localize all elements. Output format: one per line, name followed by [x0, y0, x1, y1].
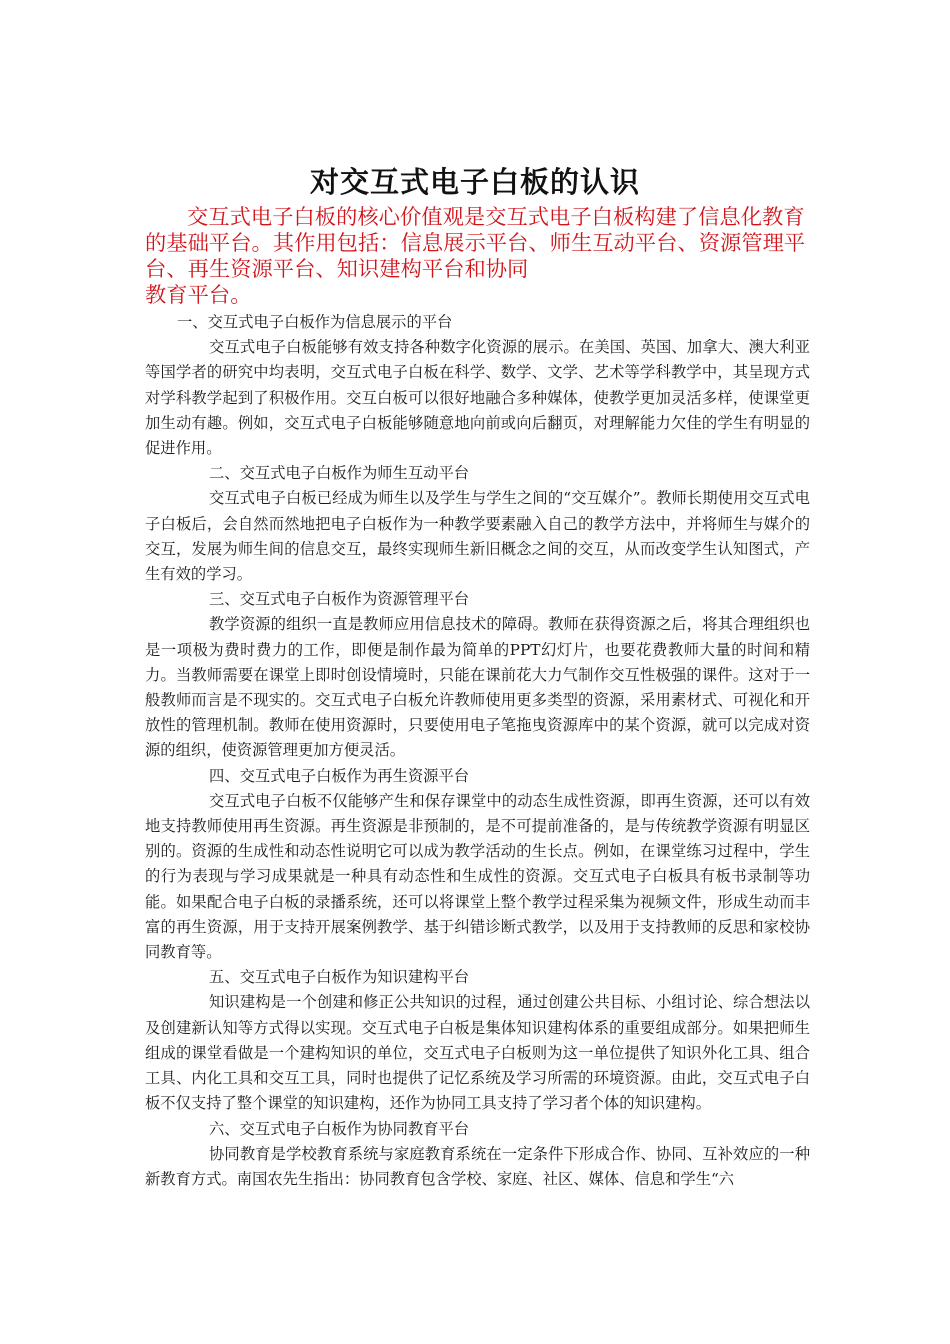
section-text-6: 协同教育是学校教育系统与家庭教育系统在一定条件下形成合作、协同、互补效应的一种新教育方式。南国农先生指出：协同教育包含学校、家庭、社区、媒体、信息和学生“六	[145, 1144, 810, 1188]
intro-line-2: 教育平台。	[145, 283, 252, 308]
document-body	[145, 310, 810, 1192]
section-text-4: 交互式电子白板不仅能够产生和保存课堂中的动态生成性资源，即再生资源，还可以有效地支持教师使用再生资源。再生资源是非预制的，是不可提前准备的，是与传统教学资源有明显区别的。资源的生成性和动态性说明它可以成为教学活动的生长点。例如，在课堂练习过程中，学生的行为表现与学习成果就是一种具有动态性和生成性的资源。交互式电子白板具有板书录制等功能。如果配合电子白板的录播系统，还可以将课堂上整个教学过程采集为视频文件，形成生动而丰富的再生资源，用于支持开展案例教学、基于纠错诊断式教学，以及用于支持教师的反思和家校协同教育等。	[145, 791, 810, 962]
section-text-1: 交互式电子白板能够有效支持各种数字化资源的展示。在美国、英国、加拿大、澳大利亚等国学者的研究中均表明，交互式电子白板在科学、数学、文学、艺术等学科教学中，其呈现方式对学科教学起到了积极作用。交互白板可以很好地融合多种媒体，使教学更加灵活多样，使课堂更加生动有趣。例如，交互式电子白板能够随意地向前或向后翻页，对理解能力欠佳的学生有明显的促进作用。	[145, 338, 810, 458]
intro-line-1: 交互式电子白板的核心价值观是交互式电子白板构建了信息化教育的基础平台。其作用包括：信息展示平台、师生互动平台、资源管理平台、再生资源平台、知识建构平台和协同	[145, 205, 806, 282]
section-text-3: 教学资源的组织一直是教师应用信息技术的障碍。教师在获得资源之后，将其合理组织也是一项极为费时费力的工作，即便是制作最为简单的PPT幻灯片，也要花费教师大量的时间和精力。当教师需要在课堂上即时创设情境时，只能在课前花大力气制作交互性极强的课件。这对于一般教师而言是不现实的。交互式电子白板允许教师使用更多类型的资源，采用素材式、可视化和开放性的管理机制。教师在使用资源时，只要使用电子笔拖曳资源库中的某个资源，就可以完成对资源的组织，使资源管理更加方便灵活。	[145, 615, 810, 760]
section-heading-5: 五、交互式电子白板作为知识建构平台	[209, 968, 470, 987]
section-heading-4: 四、交互式电子白板作为再生资源平台	[209, 766, 470, 785]
intro-paragraph	[145, 205, 810, 309]
section-heading-3: 三、交互式电子白板作为资源管理平台	[209, 590, 470, 609]
section-heading-6: 六、交互式电子白板作为协同教育平台	[209, 1119, 470, 1138]
section-heading-1: 一、交互式电子白板作为信息展示的平台	[177, 313, 453, 331]
section-heading-2: 二、交互式电子白板作为师生互动平台	[209, 464, 470, 483]
document-title: 对交互式电子白板的认识	[309, 165, 640, 199]
section-text-2: 交互式电子白板已经成为师生以及学生与学生之间的“交互媒介”。教师长期使用交互式电子白板后，会自然而然地把电子白板作为一种教学要素融入自己的教学方法中，并将师生与媒介的交互，发展为师生间的信息交互，最终实现师生新旧概念之间的交互，从而改变学生认知图式，产生有效的学习。	[145, 489, 810, 584]
section-text-5: 知识建构是一个创建和修正公共知识的过程，通过创建公共目标、小组讨论、综合想法以及创建新认知等方式得以实现。交互式电子白板是集体知识建构体系的重要组成部分。如果把师生组成的课堂看做是一个建构知识的单位，交互式电子白板则为这一单位提供了知识外化工具、组合工具、内化工具和交互工具，同时也提供了记忆系统及学习所需的环境资源。由此，交互式电子白板不仅支持了整个课堂的知识建构，还作为协同工具支持了学习者个体的知识建构。	[145, 993, 810, 1113]
